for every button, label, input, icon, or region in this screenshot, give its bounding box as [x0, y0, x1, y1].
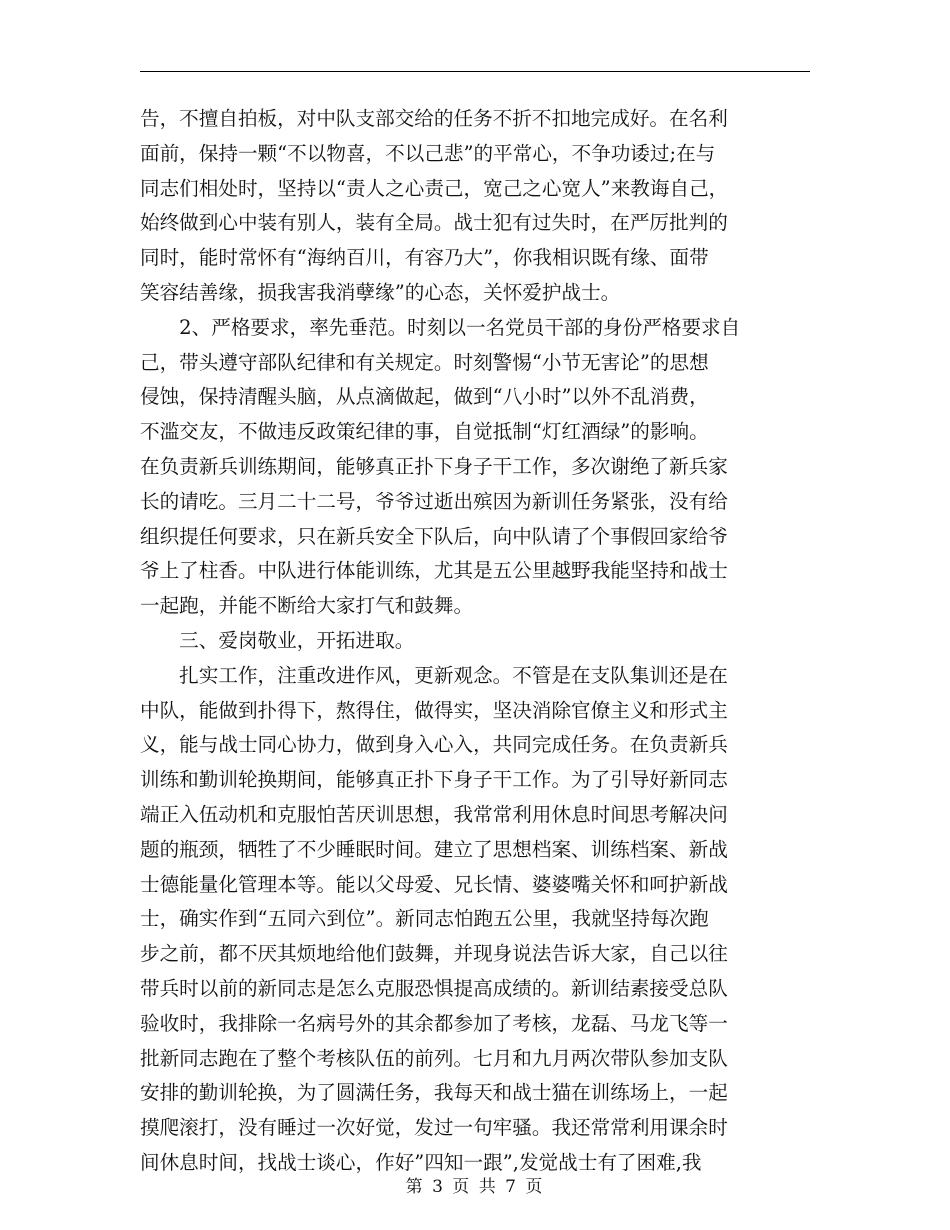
text-line: 题的瓶颈，牺牲了不少睡眠时间。建立了思想档案、训练档案、新战 [140, 837, 728, 861]
text-line: 同志们相处时，坚持以“责人之心责己，宽己之心宽人”来教诲自己， [140, 176, 729, 200]
text-line: 2、严格要求，率先垂范。时刻以一名党员干部的身份严格要求自 [140, 315, 741, 339]
text-line: 验收时，我排除一名病号外的其余都参加了考核，龙磊、马龙飞等一 [140, 1011, 728, 1035]
text-line: 在负责新兵训练期间，能够真正扑下身子干工作，多次谢绝了新兵家 [140, 454, 728, 478]
text-line: 安排的勤训轮换，为了圆满任务，我每天和战士猫在训练场上，一起 [140, 1081, 728, 1105]
text-line: 爷上了柱香。中队进行体能训练，尤其是五公里越野我能坚持和战士 [140, 559, 728, 583]
text-line: 中队，能做到扑得下，熬得住，做得实，坚决消除官僚主义和形式主 [140, 698, 728, 722]
text-line: 始终做到心中装有别人，装有全局。战士犯有过失时，在严厉批判的 [140, 211, 728, 235]
text-line: 己，带头遵守部队纪律和有关规定。时刻警惕“小节无害论”的思想 [140, 350, 709, 374]
text-line: 义，能与战士同心协力，做到身入心入，共同完成任务。在负责新兵 [140, 733, 728, 757]
text-line: 士，确实作到“五同六到位”。新同志怕跑五公里，我就坚持每次跑 [140, 907, 709, 931]
header-rule [140, 71, 810, 72]
text-line: 组织提任何要求，只在新兵安全下队后，向中队请了个事假回家给爷 [140, 524, 728, 548]
text-line: 侵蚀，保持清醒头脑，从点滴做起，做到“八小时”以外不乱消费， [140, 385, 709, 409]
text-line: 面前，保持一颗“不以物喜，不以己悲”的平常心，不争功诿过;在与 [140, 141, 716, 165]
text-line: 长的请吃。三月二十二号，爷爷过逝出殡因为新训任务紧张，没有给 [140, 489, 728, 513]
text-line: 端正入伍动机和克服怕苦厌训思想，我常常利用休息时间思考解决问 [140, 802, 728, 826]
body-text [140, 102, 812, 1181]
text-line: 告，不擅自拍板，对中队支部交给的任务不折不扣地完成好。在名利 [140, 107, 728, 130]
text-line: 摸爬滚打，没有睡过一次好觉，发过一句牢骚。我还常常利用课余时 [140, 1116, 728, 1140]
text-line: 训练和勤训轮换期间，能够真正扑下身子干工作。为了引导好新同志 [140, 768, 728, 792]
text-line: 不滥交友，不做违反政策纪律的事，自觉抵制“灯红酒绿”的影响。 [140, 420, 709, 444]
text-line: 士德能量化管理本等。能以父母爱、兄长情、婆婆嘴关怀和呵护新战 [140, 872, 728, 896]
text-line: 批新同志跑在了整个考核队伍的前列。七月和九月两次带队参加支队 [140, 1046, 728, 1070]
text-line: 同时，能时常怀有“海纳百川，有容乃大”，你我相识既有缘、面带 [140, 246, 709, 270]
text-line: 带兵时以前的新同志是怎么克服恐惧提高成绩的。新训结素接受总队 [140, 976, 728, 1000]
text-line: 一起跑，并能不断给大家打气和鼓舞。 [140, 594, 474, 618]
text-line: 三、爱岗敬业，开拓进取。 [140, 628, 415, 652]
page-number: 第 3 页 共 7 页 [405, 1177, 545, 1197]
text-line: 扎实工作，注重改进作风，更新观念。不管是在支队集训还是在 [140, 663, 728, 687]
text-line: 步之前，都不厌其烦地给他们鼓舞，并现身说法告诉大家，自己以往 [140, 942, 728, 966]
text-line: 笑容结善缘，损我害我消孽缘”的心态，关怀爱护战士。 [140, 280, 621, 304]
text-line: 间休息时间，找战士谈心，作好”四知一跟”,发觉战士有了困难,我 [140, 1150, 702, 1174]
